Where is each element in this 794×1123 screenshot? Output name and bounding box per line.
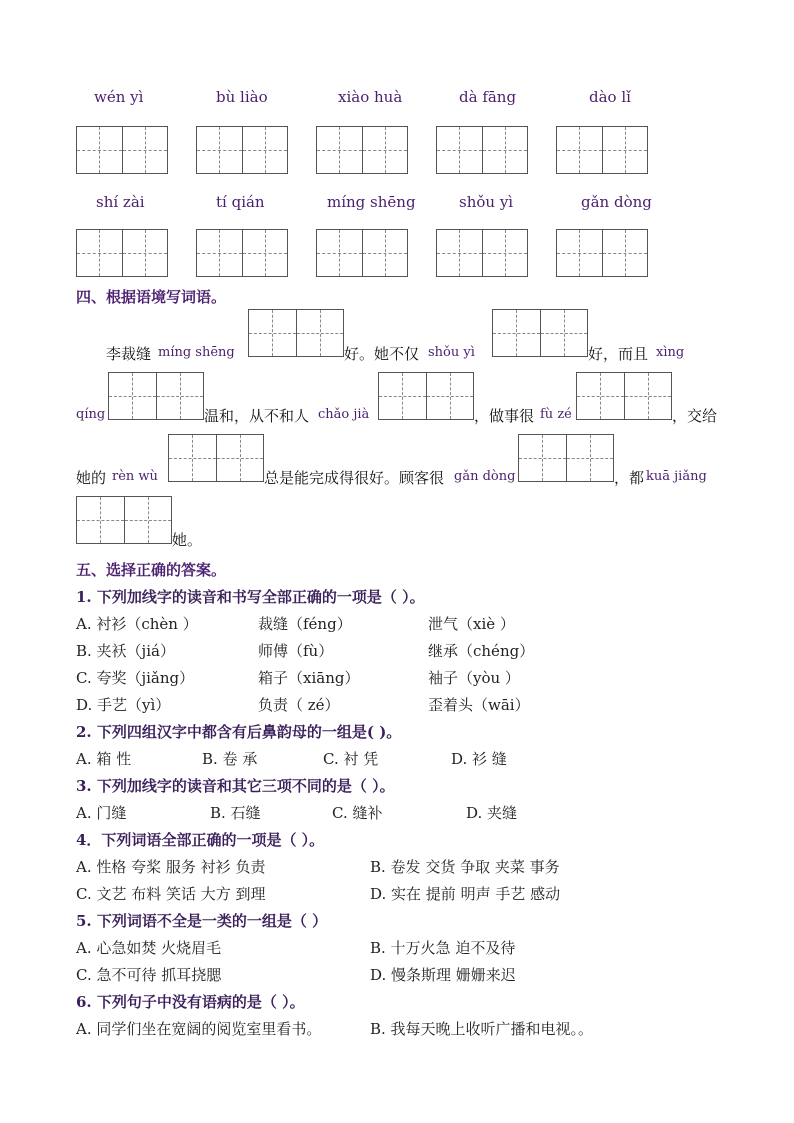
question-6: 6. 下列句子中没有语病的是（ ）。: [76, 993, 305, 1011]
writing-grid[interactable]: [378, 372, 474, 420]
writing-grid[interactable]: [556, 229, 648, 277]
writing-grid[interactable]: [316, 126, 408, 174]
question-1: 1. 下列加线字的读音和书写全部正确的一项是（ ）。: [76, 588, 425, 606]
pinyin-label: míng shēng: [327, 193, 416, 211]
pinyin-label: rèn wù: [112, 469, 158, 484]
option[interactable]: B. 卷发 交货 争取 夹菜 事务: [370, 858, 560, 876]
option[interactable]: B. 我每天晚上收听广播和电视。。: [370, 1020, 594, 1038]
option[interactable]: C. 衬 凭: [323, 750, 379, 768]
option[interactable]: 继承（chéng）: [428, 642, 535, 660]
pinyin-label: dà fāng: [459, 88, 517, 106]
writing-grid[interactable]: [196, 229, 288, 277]
writing-grid[interactable]: [76, 496, 172, 544]
writing-grid[interactable]: [436, 126, 528, 174]
context-text: ，交给: [672, 407, 718, 425]
option[interactable]: D. 慢条斯理 姗姗来迟: [370, 966, 516, 984]
question-4: 4．下列词语全部正确的一项是（ ）。: [76, 831, 325, 849]
context-text: ，做事很: [474, 407, 535, 425]
context-text: 温和，从不和人: [204, 407, 310, 425]
option[interactable]: 负责（ zé）: [258, 696, 340, 714]
option[interactable]: 袖子（yòu ）: [428, 669, 520, 687]
pinyin-label: chǎo jià: [318, 407, 370, 422]
option[interactable]: 裁缝（féng）: [258, 615, 352, 633]
pinyin-label: gǎn dòng: [454, 469, 516, 484]
pinyin-label: shǒu yì: [459, 193, 514, 211]
option[interactable]: A. 性格 夸桨 服务 衬衫 负责: [76, 858, 266, 876]
context-text: 好，而且: [588, 345, 649, 363]
writing-grid[interactable]: [556, 126, 648, 174]
option[interactable]: 师傅（fù）: [258, 642, 334, 660]
pinyin-label: wén yì: [94, 88, 144, 106]
writing-grid[interactable]: [76, 126, 168, 174]
context-text: ，都: [614, 469, 645, 487]
question-2: 2. 下列四组汉字中都含有后鼻韵母的一组是( )。: [76, 723, 402, 741]
writing-grid[interactable]: [248, 309, 344, 357]
question-3: 3. 下列加线字的读音和其它三项不同的是（ ）。: [76, 777, 395, 795]
pinyin-label: gǎn dòng: [581, 193, 652, 211]
pinyin-label: fù zé: [540, 407, 572, 422]
option[interactable]: C. 急不可待 抓耳挠腮: [76, 966, 222, 984]
writing-grid[interactable]: [196, 126, 288, 174]
option[interactable]: A. 衬衫（chèn ）: [76, 615, 198, 633]
writing-grid[interactable]: [316, 229, 408, 277]
writing-grid[interactable]: [108, 372, 204, 420]
pinyin-label: tí qián: [216, 193, 265, 211]
option[interactable]: D. 夹缝: [466, 804, 518, 822]
pinyin-label: kuā jiǎng: [646, 469, 707, 484]
section-heading: 四、根据语境写词语。: [76, 288, 227, 306]
option[interactable]: D. 实在 提前 明声 手艺 感动: [370, 885, 561, 903]
option[interactable]: A. 同学们坐在宽阔的阅览室里看书。: [76, 1020, 322, 1038]
option[interactable]: B. 十万火急 迫不及待: [370, 939, 516, 957]
option[interactable]: A. 门缝: [76, 804, 127, 822]
writing-grid[interactable]: [518, 434, 614, 482]
pinyin-label: shǒu yì: [428, 345, 475, 360]
option[interactable]: 箱子（xiāng）: [258, 669, 360, 687]
pinyin-label: dào lǐ: [589, 88, 631, 106]
context-text: 总是能完成得很好。顾客很: [264, 469, 445, 487]
pinyin-label: bù liào: [216, 88, 268, 106]
option[interactable]: B. 卷 承: [202, 750, 258, 768]
context-text: 李裁缝: [106, 345, 152, 363]
section-heading: 五、选择正确的答案。: [76, 561, 227, 579]
option[interactable]: D. 衫 缝: [451, 750, 507, 768]
option[interactable]: B. 石缝: [210, 804, 261, 822]
pinyin-label: shí zài: [96, 193, 145, 211]
pinyin-label: xiào huà: [338, 88, 403, 106]
writing-grid[interactable]: [436, 229, 528, 277]
pinyin-label: qíng: [76, 407, 106, 422]
option[interactable]: D. 手艺（yì）: [76, 696, 171, 714]
option[interactable]: A. 箱 性: [76, 750, 132, 768]
option[interactable]: C. 文艺 布料 笑话 大方 到理: [76, 885, 266, 903]
writing-grid[interactable]: [576, 372, 672, 420]
option[interactable]: 歪着头（wāi）: [428, 696, 530, 714]
option[interactable]: C. 缝补: [332, 804, 383, 822]
writing-grid[interactable]: [76, 229, 168, 277]
option[interactable]: A. 心急如焚 火烧眉毛: [76, 939, 222, 957]
pinyin-label: míng shēng: [158, 345, 235, 360]
writing-grid[interactable]: [492, 309, 588, 357]
context-text: 好。她不仅: [344, 345, 420, 363]
pinyin-label: xìng: [656, 345, 685, 360]
writing-grid[interactable]: [168, 434, 264, 482]
context-text: 她。: [172, 531, 203, 549]
option[interactable]: C. 夸奖（jiǎng）: [76, 669, 195, 687]
option[interactable]: 泄气（xiè ）: [428, 615, 515, 633]
context-text: 她的: [76, 469, 107, 487]
option[interactable]: B. 夹袄（jiá）: [76, 642, 175, 660]
question-5: 5. 下列词语不全是一类的一组是（ ）: [76, 912, 328, 930]
